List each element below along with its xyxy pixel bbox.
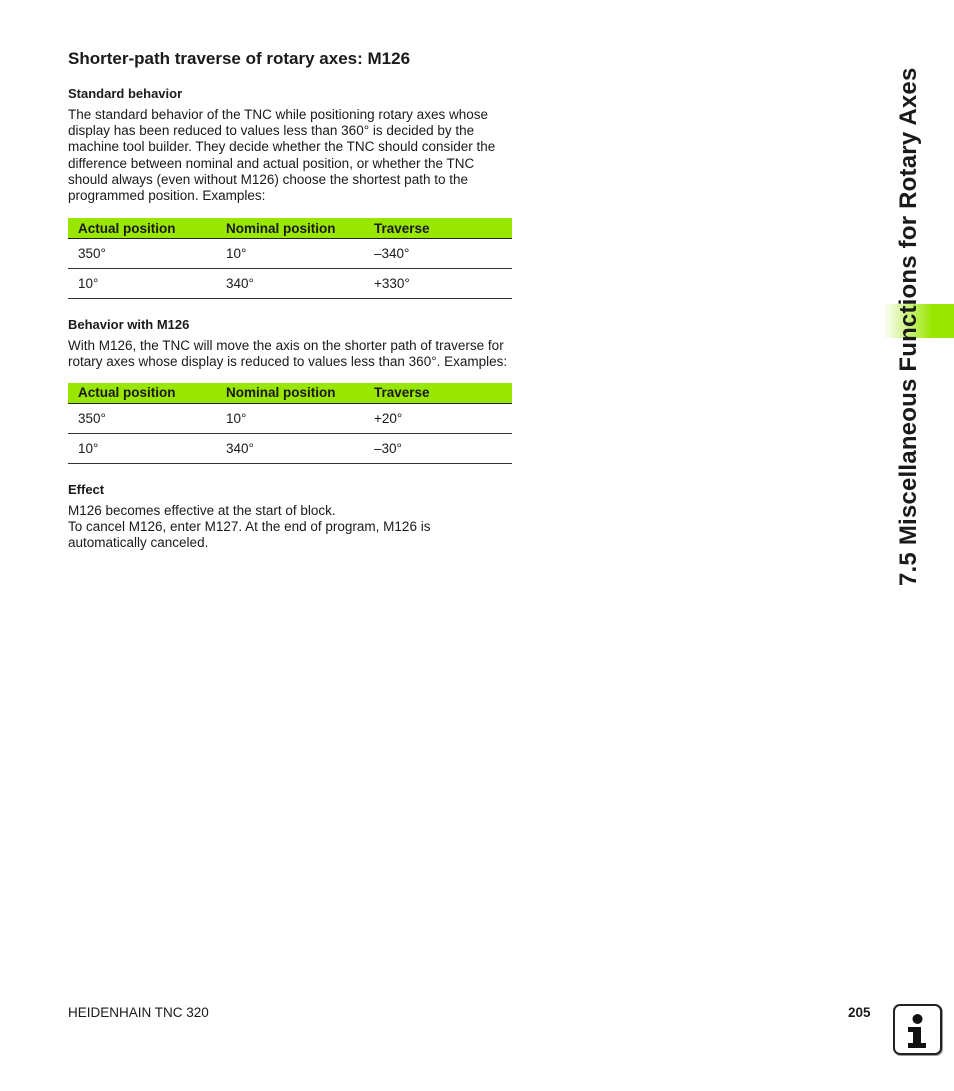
cell-traverse: –30° bbox=[364, 433, 512, 463]
effect-text-line-2: To cancel M126, enter M127. At the end of program, M126 is automatically canceled. bbox=[68, 518, 431, 551]
standard-behavior-table bbox=[68, 218, 512, 299]
cell-actual: 350° bbox=[68, 403, 216, 433]
cell-nominal: 340° bbox=[216, 433, 364, 463]
column-header-actual: Actual position bbox=[68, 218, 216, 239]
cell-traverse: +330° bbox=[364, 269, 512, 299]
column-header-nominal: Nominal position bbox=[216, 218, 364, 239]
column-header-actual: Actual position bbox=[68, 383, 216, 404]
page-number: 205 bbox=[848, 1005, 871, 1020]
cell-actual: 10° bbox=[68, 269, 216, 299]
cell-nominal: 340° bbox=[216, 269, 364, 299]
behavior-m126-heading: Behavior with M126 bbox=[68, 317, 190, 333]
cell-traverse: –340° bbox=[364, 239, 512, 269]
cell-nominal: 10° bbox=[216, 239, 364, 269]
chapter-side-title: 7.5 Miscellaneous Functions for Rotary Axes bbox=[895, 67, 922, 586]
table-row bbox=[68, 433, 512, 463]
cell-traverse: +20° bbox=[364, 403, 512, 433]
table-header-row bbox=[68, 218, 512, 239]
column-header-nominal: Nominal position bbox=[216, 383, 364, 404]
standard-behavior-text: The standard behavior of the TNC while positioning rotary axes whose display has been reduced to values less than 360° is decided by the machine tool builder. They decide whether the TNC should consider the difference between nominal and actual position, or whether the TNC should always (even without M126) choose the shortest path to the programmed position. Examples: bbox=[68, 107, 496, 204]
cell-actual: 350° bbox=[68, 239, 216, 269]
behavior-m126-text: With M126, the TNC will move the axis on the shorter path of traverse for rotary axes whose display is reduced to values less than 360°. Examples: bbox=[68, 338, 508, 370]
behavior-m126-table-wrapper bbox=[68, 383, 512, 464]
column-header-traverse: Traverse bbox=[364, 218, 512, 239]
table-header-row bbox=[68, 383, 512, 404]
footer-manual-name: HEIDENHAIN TNC 320 bbox=[68, 1005, 209, 1020]
column-header-traverse: Traverse bbox=[364, 383, 512, 404]
standard-behavior-heading: Standard behavior bbox=[68, 86, 183, 101]
table-row bbox=[68, 269, 512, 299]
info-icon-glyph bbox=[895, 1006, 940, 1053]
page-title: Shorter-path traverse of rotary axes: M126 bbox=[68, 49, 411, 68]
table-row bbox=[68, 239, 512, 269]
standard-behavior-table-wrapper bbox=[68, 218, 512, 299]
cell-nominal: 10° bbox=[216, 403, 364, 433]
effect-heading: Effect bbox=[68, 481, 105, 497]
effect-text-line-1: M126 becomes effective at the start of block. bbox=[68, 502, 336, 518]
table-row bbox=[68, 403, 512, 433]
behavior-m126-table bbox=[68, 383, 512, 464]
cell-actual: 10° bbox=[68, 433, 216, 463]
info-icon bbox=[893, 1004, 942, 1055]
main-content bbox=[68, 48, 512, 551]
